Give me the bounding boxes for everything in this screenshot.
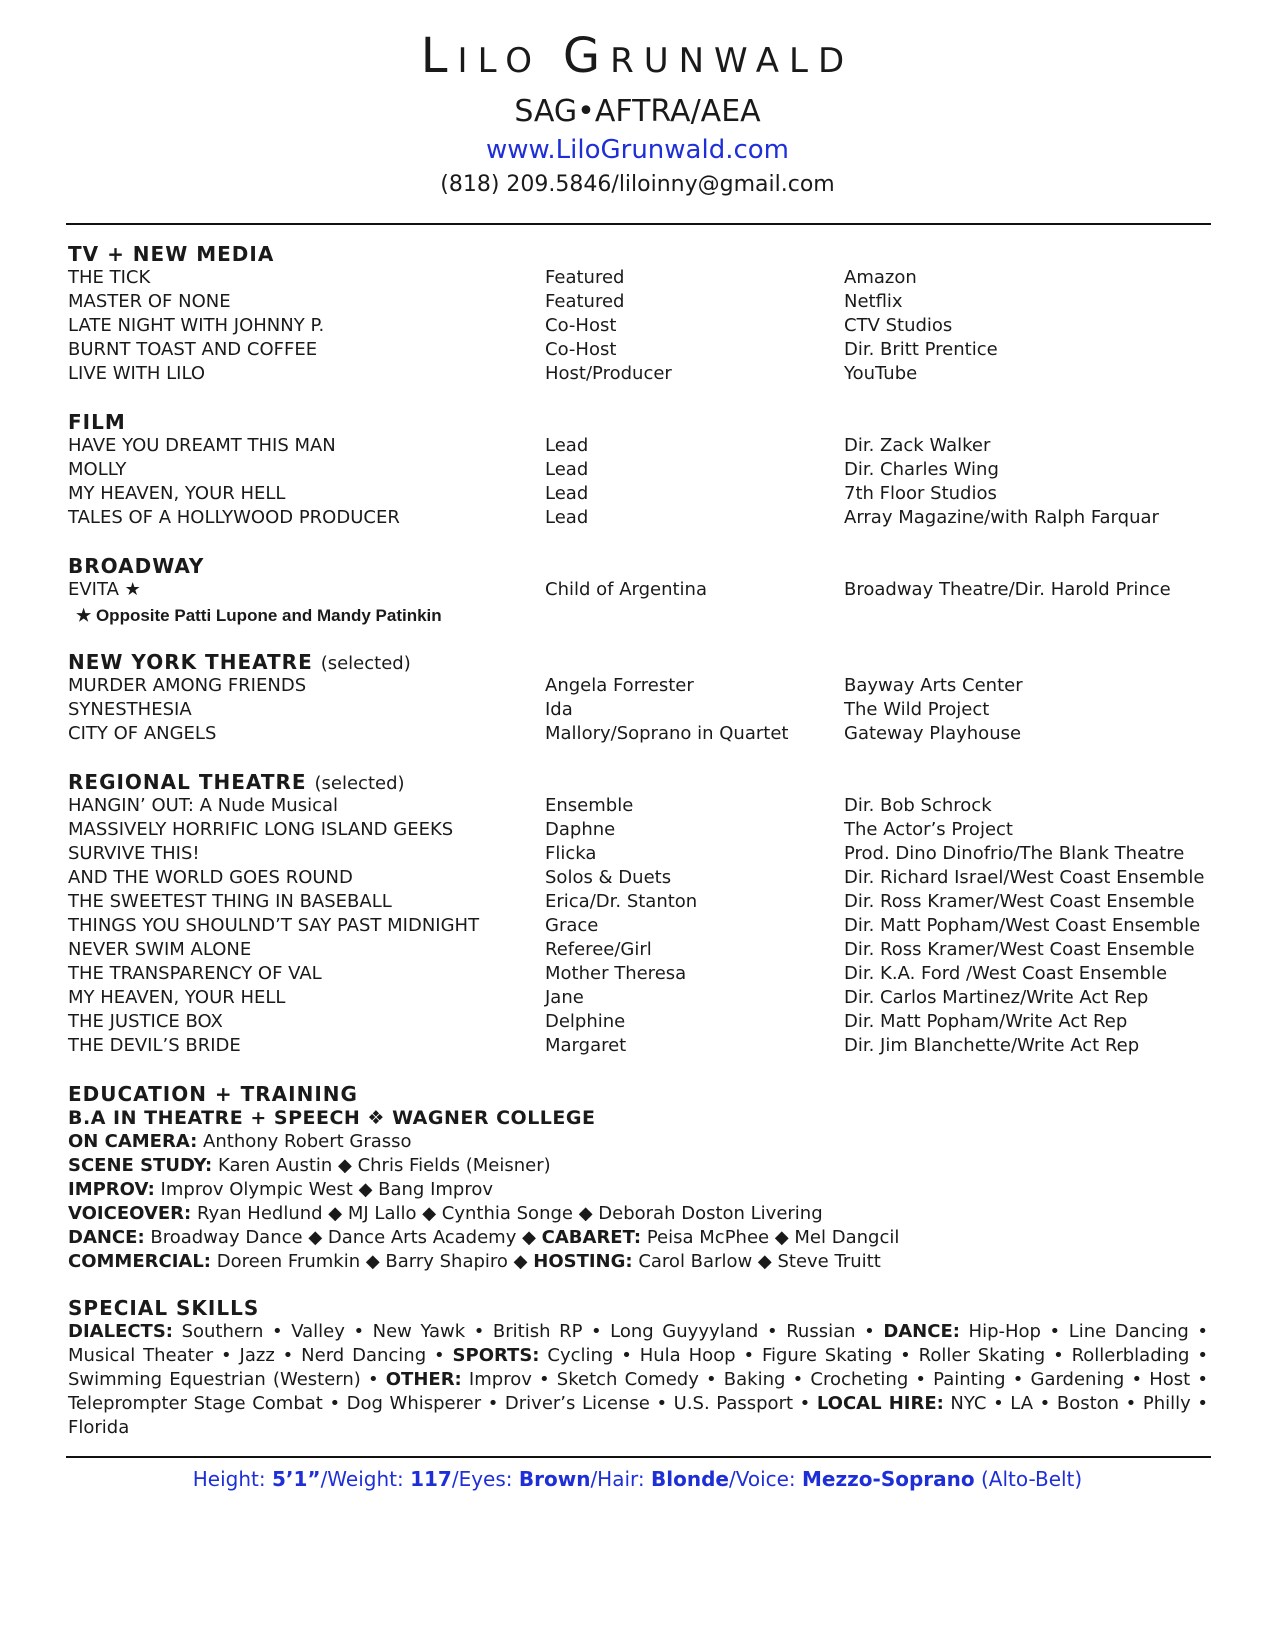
regional-credit-row xyxy=(68,962,1208,986)
credit-company: Dir. Ross Kramer/West Coast Ensemble xyxy=(844,891,1195,912)
tv-heading: TV + NEW MEDIA xyxy=(68,242,275,266)
credit-title: AND THE WORLD GOES ROUND xyxy=(68,867,353,888)
credit-title: THINGS YOU SHOULND’T SAY PAST MIDNIGHT xyxy=(68,915,480,936)
credit-title: MY HEAVEN, YOUR HELL xyxy=(68,483,286,504)
credit-role: Ida xyxy=(545,699,573,720)
degree: B.A IN THEATRE + SPEECH ❖ WAGNER COLLEGE xyxy=(68,1107,596,1129)
regional-credit-row xyxy=(68,866,1208,890)
credit-title: EVITA ★ xyxy=(68,579,141,600)
ny-theatre-credit-row xyxy=(68,674,1208,698)
credit-role: Lead xyxy=(545,435,589,456)
bottom-divider xyxy=(66,1456,1211,1458)
regional-credit-row xyxy=(68,1034,1208,1058)
credit-role: Jane xyxy=(545,987,584,1008)
credit-title: BURNT TOAST AND COFFEE xyxy=(68,339,318,360)
credit-role: Lead xyxy=(545,507,589,528)
education-heading: EDUCATION + TRAINING xyxy=(68,1082,358,1106)
regional-credit-row xyxy=(68,794,1208,818)
credit-role: Daphne xyxy=(545,819,616,840)
credit-company: The Actor’s Project xyxy=(844,819,1013,840)
credit-company: Prod. Dino Dinofrio/The Blank Theatre xyxy=(844,843,1185,864)
credit-title: LIVE WITH LILO xyxy=(68,363,205,384)
credit-title: MURDER AMONG FRIENDS xyxy=(68,675,307,696)
credit-role: Ensemble xyxy=(545,795,634,816)
credit-role: Margaret xyxy=(545,1035,627,1056)
credit-title: HAVE YOU DREAMT THIS MAN xyxy=(68,435,336,456)
credit-title: MY HEAVEN, YOUR HELL xyxy=(68,987,286,1008)
credit-company: The Wild Project xyxy=(844,699,990,720)
credit-role: Flicka xyxy=(545,843,597,864)
credit-role: Delphine xyxy=(545,1011,626,1032)
credit-title: THE TRANSPARENCY OF VAL xyxy=(68,963,322,984)
ny-theatre-credit-row xyxy=(68,722,1208,746)
credit-company: CTV Studios xyxy=(844,315,953,336)
credit-role: Featured xyxy=(545,291,625,312)
credit-company: Dir. Bob Schrock xyxy=(844,795,992,816)
eyes-value: Brown xyxy=(518,1467,591,1491)
credit-role: Featured xyxy=(545,267,625,288)
broadway-note: ★ Opposite Patti Lupone and Mandy Patinkin xyxy=(76,606,442,625)
voice-value: Mezzo-Soprano xyxy=(802,1467,975,1491)
regional-credit-row xyxy=(68,1010,1208,1034)
credit-title: NEVER SWIM ALONE xyxy=(68,939,252,960)
credit-company: Dir. Richard Israel/West Coast Ensemble xyxy=(844,867,1205,888)
tv-credit-row xyxy=(68,290,1208,314)
tv-credit-row xyxy=(68,314,1208,338)
film-credit-row xyxy=(68,506,1208,530)
tv-credit-row xyxy=(68,338,1208,362)
credit-company: Dir. Jim Blanchette/Write Act Rep xyxy=(844,1035,1140,1056)
credit-role: Child of Argentina xyxy=(545,579,707,600)
regional-theatre-credits xyxy=(68,794,1208,1058)
film-credit-row xyxy=(68,434,1208,458)
credit-role: Mother Theresa xyxy=(545,963,687,984)
credit-company: Array Magazine/with Ralph Farquar xyxy=(844,507,1159,528)
contact-info: (818) 209.5846/liloinny@gmail.com xyxy=(440,172,835,197)
actor-name: LILO GRUNWALD xyxy=(420,28,855,84)
credit-title: CITY OF ANGELS xyxy=(68,723,217,744)
credit-title: THE SWEETEST THING IN BASEBALL xyxy=(68,891,392,912)
skills-list: DIALECTS: Southern • Valley • New Yawk • British RP • Long Guyyyland • Russian • DANCE: Hip-Hop • Line Dancing • Musical Theater • Jazz • Nerd Dancing • SPORTS: Cycling • Hula Hoop • Figure Skating • Roller Skating • Rollerblading • Swimming Equestrian (Western) • OTHER: Improv • Sketch Comedy • Baking • Crocheting • Painting • Gardening • Host • Teleprompter Stage Combat • Dog Whisperer • Driver’s License • U.S. Passport • LOCAL HIRE: NYC • LA • Boston • Philly • Florida xyxy=(68,1321,1209,1438)
regional-credit-row xyxy=(68,986,1208,1010)
credit-company: Amazon xyxy=(844,267,917,288)
credit-company: Netflix xyxy=(844,291,903,312)
credit-title: THE JUSTICE BOX xyxy=(68,1011,223,1032)
credit-company: Dir. Ross Kramer/West Coast Ensemble xyxy=(844,939,1195,960)
credit-role: Co-Host xyxy=(545,315,617,336)
tv-credit-row xyxy=(68,362,1208,386)
credit-title: THE TICK xyxy=(68,267,151,288)
credit-title: HANGIN’ OUT: A Nude Musical xyxy=(68,795,338,816)
credit-role: Host/Producer xyxy=(545,363,672,384)
regional-credit-row xyxy=(68,938,1208,962)
height-value: 5’1” xyxy=(271,1467,321,1491)
credit-title: MOLLY xyxy=(68,459,127,480)
credit-role: Mallory/Soprano in Quartet xyxy=(545,723,789,744)
credit-role: Co-Host xyxy=(545,339,617,360)
film-credits xyxy=(68,434,1208,530)
regional-credit-row xyxy=(68,914,1208,938)
credit-role: Erica/Dr. Stanton xyxy=(545,891,698,912)
film-credit-row xyxy=(68,482,1208,506)
skills-heading: SPECIAL SKILLS xyxy=(68,1296,260,1320)
top-divider xyxy=(66,223,1211,225)
weight-value: 117 xyxy=(410,1467,452,1491)
credit-role: Angela Forrester xyxy=(545,675,694,696)
credit-company: Dir. Matt Popham/Write Act Rep xyxy=(844,1011,1128,1032)
credit-role: Referee/Girl xyxy=(545,939,652,960)
credit-company: Dir. Charles Wing xyxy=(844,459,999,480)
credit-title: MASSIVELY HORRIFIC LONG ISLAND GEEKS xyxy=(68,819,454,840)
credit-company: 7th Floor Studios xyxy=(844,483,997,504)
credit-company: Dir. K.A. Ford /West Coast Ensemble xyxy=(844,963,1168,984)
credit-title: MASTER OF NONE xyxy=(68,291,231,312)
ny-theatre-heading: NEW YORK THEATRE (selected) xyxy=(68,650,411,674)
commercial-hosting-training: COMMERCIAL: Doreen Frumkin ◆ Barry Shapiro ◆ HOSTING: Carol Barlow ◆ Steve Truitt xyxy=(68,1251,881,1272)
credit-company: Bayway Arts Center xyxy=(844,675,1023,696)
tv-credits xyxy=(68,266,1208,386)
tv-credit-row xyxy=(68,266,1208,290)
ny-theatre-credit-row xyxy=(68,698,1208,722)
credit-role: Solos & Duets xyxy=(545,867,672,888)
dance-cabaret-training: DANCE: Broadway Dance ◆ Dance Arts Academy ◆ CABARET: Peisa McPhee ◆ Mel Dangcil xyxy=(68,1227,900,1248)
credit-role: Grace xyxy=(545,915,599,936)
broadway-credits xyxy=(68,578,1208,602)
improv-training: IMPROV: Improv Olympic West ◆ Bang Improv xyxy=(68,1179,494,1200)
credit-company: Gateway Playhouse xyxy=(844,723,1022,744)
physical-stats: Height: 5’1”/Weight: 117/Eyes: Brown/Hair: Blonde/Voice: Mezzo-Soprano (Alto-Belt) xyxy=(192,1467,1083,1491)
resume-header xyxy=(0,30,1275,202)
credit-role: Lead xyxy=(545,459,589,480)
credit-title: LATE NIGHT WITH JOHNNY P. xyxy=(68,315,325,336)
scene-study-training: SCENE STUDY: Karen Austin ◆ Chris Fields (Meisner) xyxy=(68,1155,551,1176)
regional-credit-row xyxy=(68,818,1208,842)
regional-credit-row xyxy=(68,890,1208,914)
ny-theatre-credits xyxy=(68,674,1208,746)
credit-company: YouTube xyxy=(844,363,918,384)
credit-title: SURVIVE THIS! xyxy=(68,843,200,864)
hair-value: Blonde xyxy=(651,1467,729,1491)
credit-company: Dir. Carlos Martinez/Write Act Rep xyxy=(844,987,1149,1008)
film-heading: FILM xyxy=(68,410,126,434)
credit-company: Dir. Zack Walker xyxy=(844,435,991,456)
credit-title: THE DEVIL’S BRIDE xyxy=(68,1035,241,1056)
broadway-credit-row xyxy=(68,578,1208,602)
resume-body xyxy=(68,242,1208,1440)
on-camera-training: ON CAMERA: Anthony Robert Grasso xyxy=(68,1131,412,1152)
credit-title: TALES OF A HOLLYWOOD PRODUCER xyxy=(68,507,400,528)
voiceover-training: VOICEOVER: Ryan Hedlund ◆ MJ Lallo ◆ Cynthia Songe ◆ Deborah Doston Livering xyxy=(68,1203,823,1224)
union-affiliation: SAG•AFTRA/AEA xyxy=(514,94,761,129)
credit-company: Broadway Theatre/Dir. Harold Prince xyxy=(844,579,1171,600)
credit-role: Lead xyxy=(545,483,589,504)
regional-theatre-heading: REGIONAL THEATRE (selected) xyxy=(68,770,405,794)
credit-company: Dir. Matt Popham/West Coast Ensemble xyxy=(844,915,1201,936)
credit-title: SYNESTHESIA xyxy=(68,699,192,720)
regional-credit-row xyxy=(68,842,1208,866)
film-credit-row xyxy=(68,458,1208,482)
broadway-heading: BROADWAY xyxy=(68,554,205,578)
credit-company: Dir. Britt Prentice xyxy=(844,339,998,360)
website-link[interactable]: www.LiloGrunwald.com xyxy=(485,135,790,165)
